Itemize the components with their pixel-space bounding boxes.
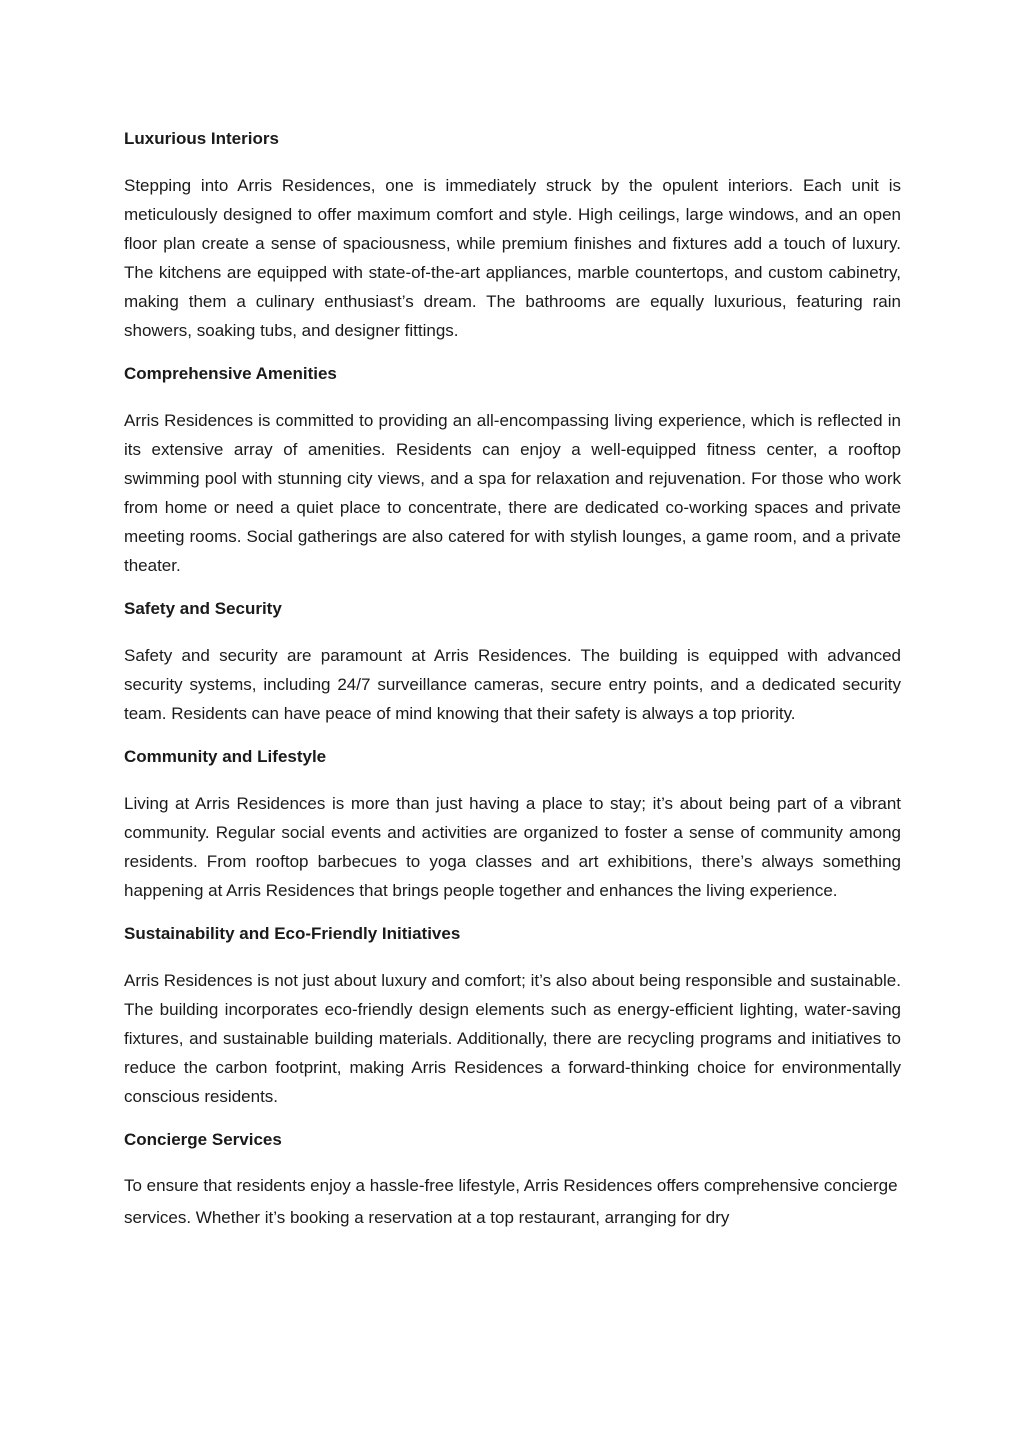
section-heading: Community and Lifestyle bbox=[124, 747, 327, 766]
section-community-and-lifestyle bbox=[124, 746, 901, 905]
section-sustainability bbox=[124, 923, 901, 1111]
section-paragraph: Stepping into Arris Residences, one is immediately struck by the opulent interiors. Each unit is meticulously designed to offer maximum comfort and style. High ceilings, large windows, and an open floor plan create a sense of spaciousness, while premium finishes and fixtures add a touch of luxury. The kitchens are equipped with state-of-the-art appliances, marble countertops, and custom cabinetry, making them a culinary enthusiast’s dream. The bathrooms are equally luxurious, featuring rain showers, soaking tubs, and designer fittings. bbox=[124, 176, 901, 340]
section-paragraph: To ensure that residents enjoy a hassle-free lifestyle, Arris Residences offers comprehensive concierge services. Whether it’s booking a reservation at a top restaurant, arranging for dry bbox=[124, 1176, 898, 1227]
section-heading: Safety and Security bbox=[124, 599, 282, 618]
section-heading: Concierge Services bbox=[124, 1130, 282, 1149]
section-concierge-services bbox=[124, 1129, 901, 1234]
section-paragraph: Arris Residences is not just about luxury and comfort; it’s also about being responsible and sustainable. The building incorporates eco-friendly design elements such as energy-efficient lighting, water-saving fixtures, and sustainable building materials. Additionally, there are recycling programs and initiatives to reduce the carbon footprint, making Arris Residences a forward-thinking choice for environmentally conscious residents. bbox=[124, 971, 901, 1106]
section-heading: Luxurious Interiors bbox=[124, 129, 279, 148]
section-luxurious-interiors bbox=[124, 128, 901, 345]
section-paragraph: Arris Residences is committed to providing an all-encompassing living experience, which is reflected in its extensive array of amenities. Residents can enjoy a well-equipped fitness center, a rooftop swimming pool with stunning city views, and a spa for relaxation and rejuvenation. For those who work from home or need a quiet place to concentrate, there are dedicated co-working spaces and private meeting rooms. Social gatherings are also catered for with stylish lounges, a game room, and a private theater. bbox=[124, 411, 901, 575]
section-comprehensive-amenities bbox=[124, 363, 901, 580]
section-safety-and-security bbox=[124, 598, 901, 728]
section-heading: Comprehensive Amenities bbox=[124, 364, 337, 383]
section-heading: Sustainability and Eco-Friendly Initiatives bbox=[124, 924, 461, 943]
section-paragraph: Living at Arris Residences is more than just having a place to stay; it’s about being part of a vibrant community. Regular social events and activities are organized to foster a sense of community among residents. From rooftop barbecues to yoga classes and art exhibitions, there’s always something happening at Arris Residences that brings people together and enhances the living experience. bbox=[124, 794, 901, 900]
section-paragraph: Safety and security are paramount at Arris Residences. The building is equipped with advanced security systems, including 24/7 surveillance cameras, secure entry points, and a dedicated security team. Residents can have peace of mind knowing that their safety is always a top priority. bbox=[124, 646, 901, 723]
